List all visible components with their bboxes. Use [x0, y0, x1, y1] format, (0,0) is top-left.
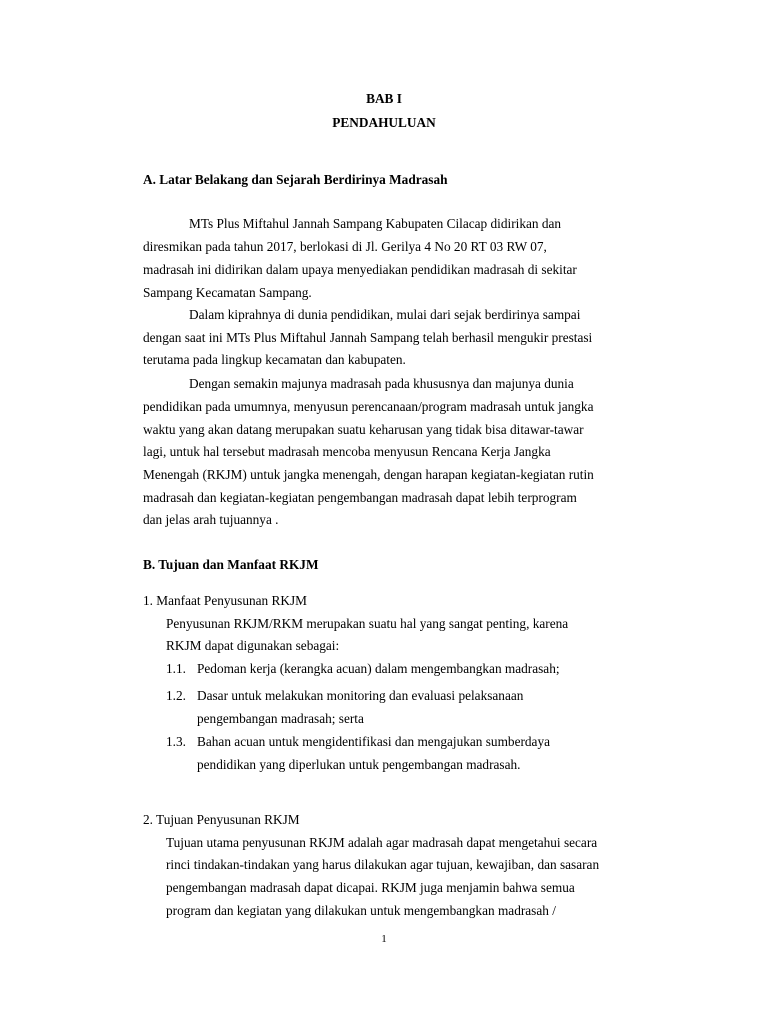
chapter-title: PENDAHULUAN [332, 115, 436, 130]
list-item-text: program dan kegiatan yang dilakukan untuk mengembangkan madrasah / [166, 903, 556, 918]
paragraph-line: terutama pada lingkup kecamatan dan kabupaten. [143, 352, 406, 367]
paragraph-line: madrasah dan kegiatan-kegiatan pengembangan madrasah dapat lebih terprogram [143, 490, 577, 505]
list-item-text: rinci tindakan-tindakan yang harus dilakukan agar tujuan, kewajiban, dan sasaran [166, 857, 600, 872]
paragraph-line: dengan saat ini MTs Plus Miftahul Jannah Sampang telah berhasil mengukir prestasi [143, 330, 593, 345]
paragraph-line: lagi, untuk hal tersebut madrasah mencoba menyusun Rencana Kerja Jangka [143, 444, 551, 459]
sublist-text: Pedoman kerja (kerangka acuan) dalam mengembangkan madrasah; [197, 661, 560, 676]
page-number: 1 [381, 933, 387, 945]
chapter-label: BAB I [366, 91, 402, 106]
paragraph-line: waktu yang akan datang merupakan suatu keharusan yang tidak bisa ditawar-tawar [143, 422, 584, 437]
paragraph-line: diresmikan pada tahun 2017, berlokasi di Jl. Gerilya 4 No 20 RT 03 RW 07, [143, 239, 547, 254]
list-item-text: RKJM dapat digunakan sebagai: [166, 638, 340, 653]
paragraph-line: Menengah (RKJM) untuk jangka menengah, dengan harapan kegiatan-kegiatan rutin [143, 467, 594, 482]
list-item-text: Penyusunan RKJM/RKM merupakan suatu hal yang sangat penting, karena [166, 616, 569, 631]
paragraph-line: pendidikan pada umumnya, menyusun perencanaan/program madrasah untuk jangka [143, 399, 594, 414]
paragraph-line: Sampang Kecamatan Sampang. [143, 285, 312, 300]
paragraph-line: Dalam kiprahnya di dunia pendidikan, mulai dari sejak berdirinya sampai [189, 307, 581, 322]
sublist-text: pendidikan yang diperlukan untuk pengembangan madrasah. [197, 757, 521, 772]
list-item-title: 1. Manfaat Penyusunan RKJM [143, 593, 307, 608]
sublist-number: 1.1. [166, 661, 186, 676]
list-item-text: Tujuan utama penyusunan RKJM adalah agar madrasah dapat mengetahui secara [166, 835, 598, 850]
sublist-text: Dasar untuk melakukan monitoring dan evaluasi pelaksanaan [197, 688, 524, 703]
section-b-heading: B. Tujuan dan Manfaat RKJM [143, 557, 319, 572]
paragraph-line: Dengan semakin majunya madrasah pada khususnya dan majunya dunia [189, 376, 574, 391]
section-a-heading: A. Latar Belakang dan Sejarah Berdirinya Madrasah [143, 172, 448, 187]
sublist-number: 1.3. [166, 734, 186, 749]
paragraph-line: madrasah ini didirikan dalam upaya menyediakan pendidikan madrasah di sekitar [143, 262, 577, 277]
paragraph-line: MTs Plus Miftahul Jannah Sampang Kabupaten Cilacap didirikan dan [189, 216, 562, 231]
sublist-text: Bahan acuan untuk mengidentifikasi dan mengajukan sumberdaya [197, 734, 550, 749]
sublist-text: pengembangan madrasah; serta [197, 711, 364, 726]
list-item-text: pengembangan madrasah dapat dicapai. RKJM juga menjamin bahwa semua [166, 880, 575, 895]
sublist-number: 1.2. [166, 688, 186, 703]
list-item-title: 2. Tujuan Penyusunan RKJM [143, 812, 300, 827]
paragraph-line: dan jelas arah tujuannya . [143, 512, 279, 527]
